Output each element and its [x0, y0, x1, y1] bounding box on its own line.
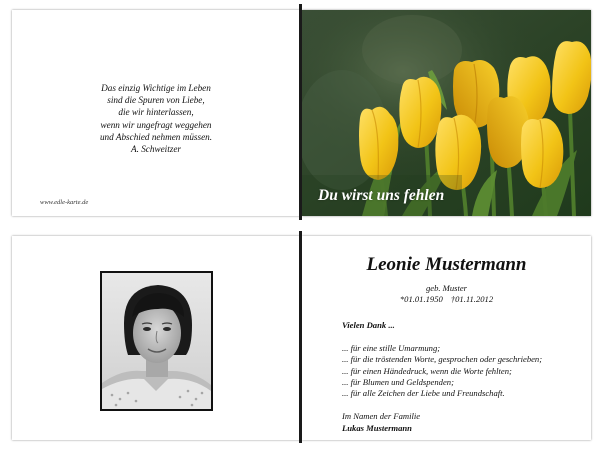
quote-author: A. Schweitzer	[130, 144, 181, 155]
spacer	[342, 400, 542, 411]
quote-block	[12, 82, 300, 155]
thanks-line: ... für eine stille Umarmung;	[342, 342, 441, 353]
photo-caption: Du wirst uns fehlen	[318, 187, 445, 204]
spacer	[342, 331, 542, 342]
thanks-line: ... für alle Zeichen der Liebe und Freundschaft.	[342, 388, 505, 399]
life-dates	[302, 294, 591, 304]
quote-line: sind die Spuren von Liebe,	[107, 95, 205, 106]
fold-line-bottom	[299, 231, 302, 443]
card-front-left-panel	[12, 10, 300, 216]
quote-line: wenn wir ungefragt weggehen	[100, 119, 212, 130]
death-date: †01.11.2012	[450, 294, 494, 304]
quote-line: und Abschied nehmen müssen.	[99, 131, 213, 142]
website-credit: www.edle-karte.de	[40, 199, 89, 206]
thanks-title: Vielen Dank ...	[342, 320, 395, 330]
portrait-image	[102, 273, 211, 409]
quote-line: die wir hinterlassen,	[118, 107, 194, 118]
fold-line-top	[299, 4, 302, 220]
deceased-name: Leonie Mustermann	[366, 254, 527, 275]
tulip-photo	[302, 10, 591, 216]
thanks-line: ... für die tröstenden Worte, gesprochen oder geschrieben;	[342, 354, 543, 365]
birth-date: *01.01.1950	[399, 294, 443, 304]
signer-name: Lukas Mustermann	[342, 422, 412, 433]
quote-line: Das einzig Wichtige im Leben	[101, 83, 211, 93]
born-name: geb. Muster	[425, 283, 468, 293]
thanks-line: ... für einen Händedruck, wenn die Worte fehlten;	[342, 365, 512, 376]
closing-line: Im Namen der Familie	[342, 411, 421, 422]
thanks-text	[342, 320, 542, 434]
card-inside-right-panel	[302, 236, 591, 440]
thanks-line: ... für Blumen und Geldspenden;	[342, 377, 454, 388]
card-inside-left-panel	[12, 236, 300, 440]
portrait-photo	[100, 271, 213, 411]
card-front-photo-panel	[302, 10, 591, 216]
